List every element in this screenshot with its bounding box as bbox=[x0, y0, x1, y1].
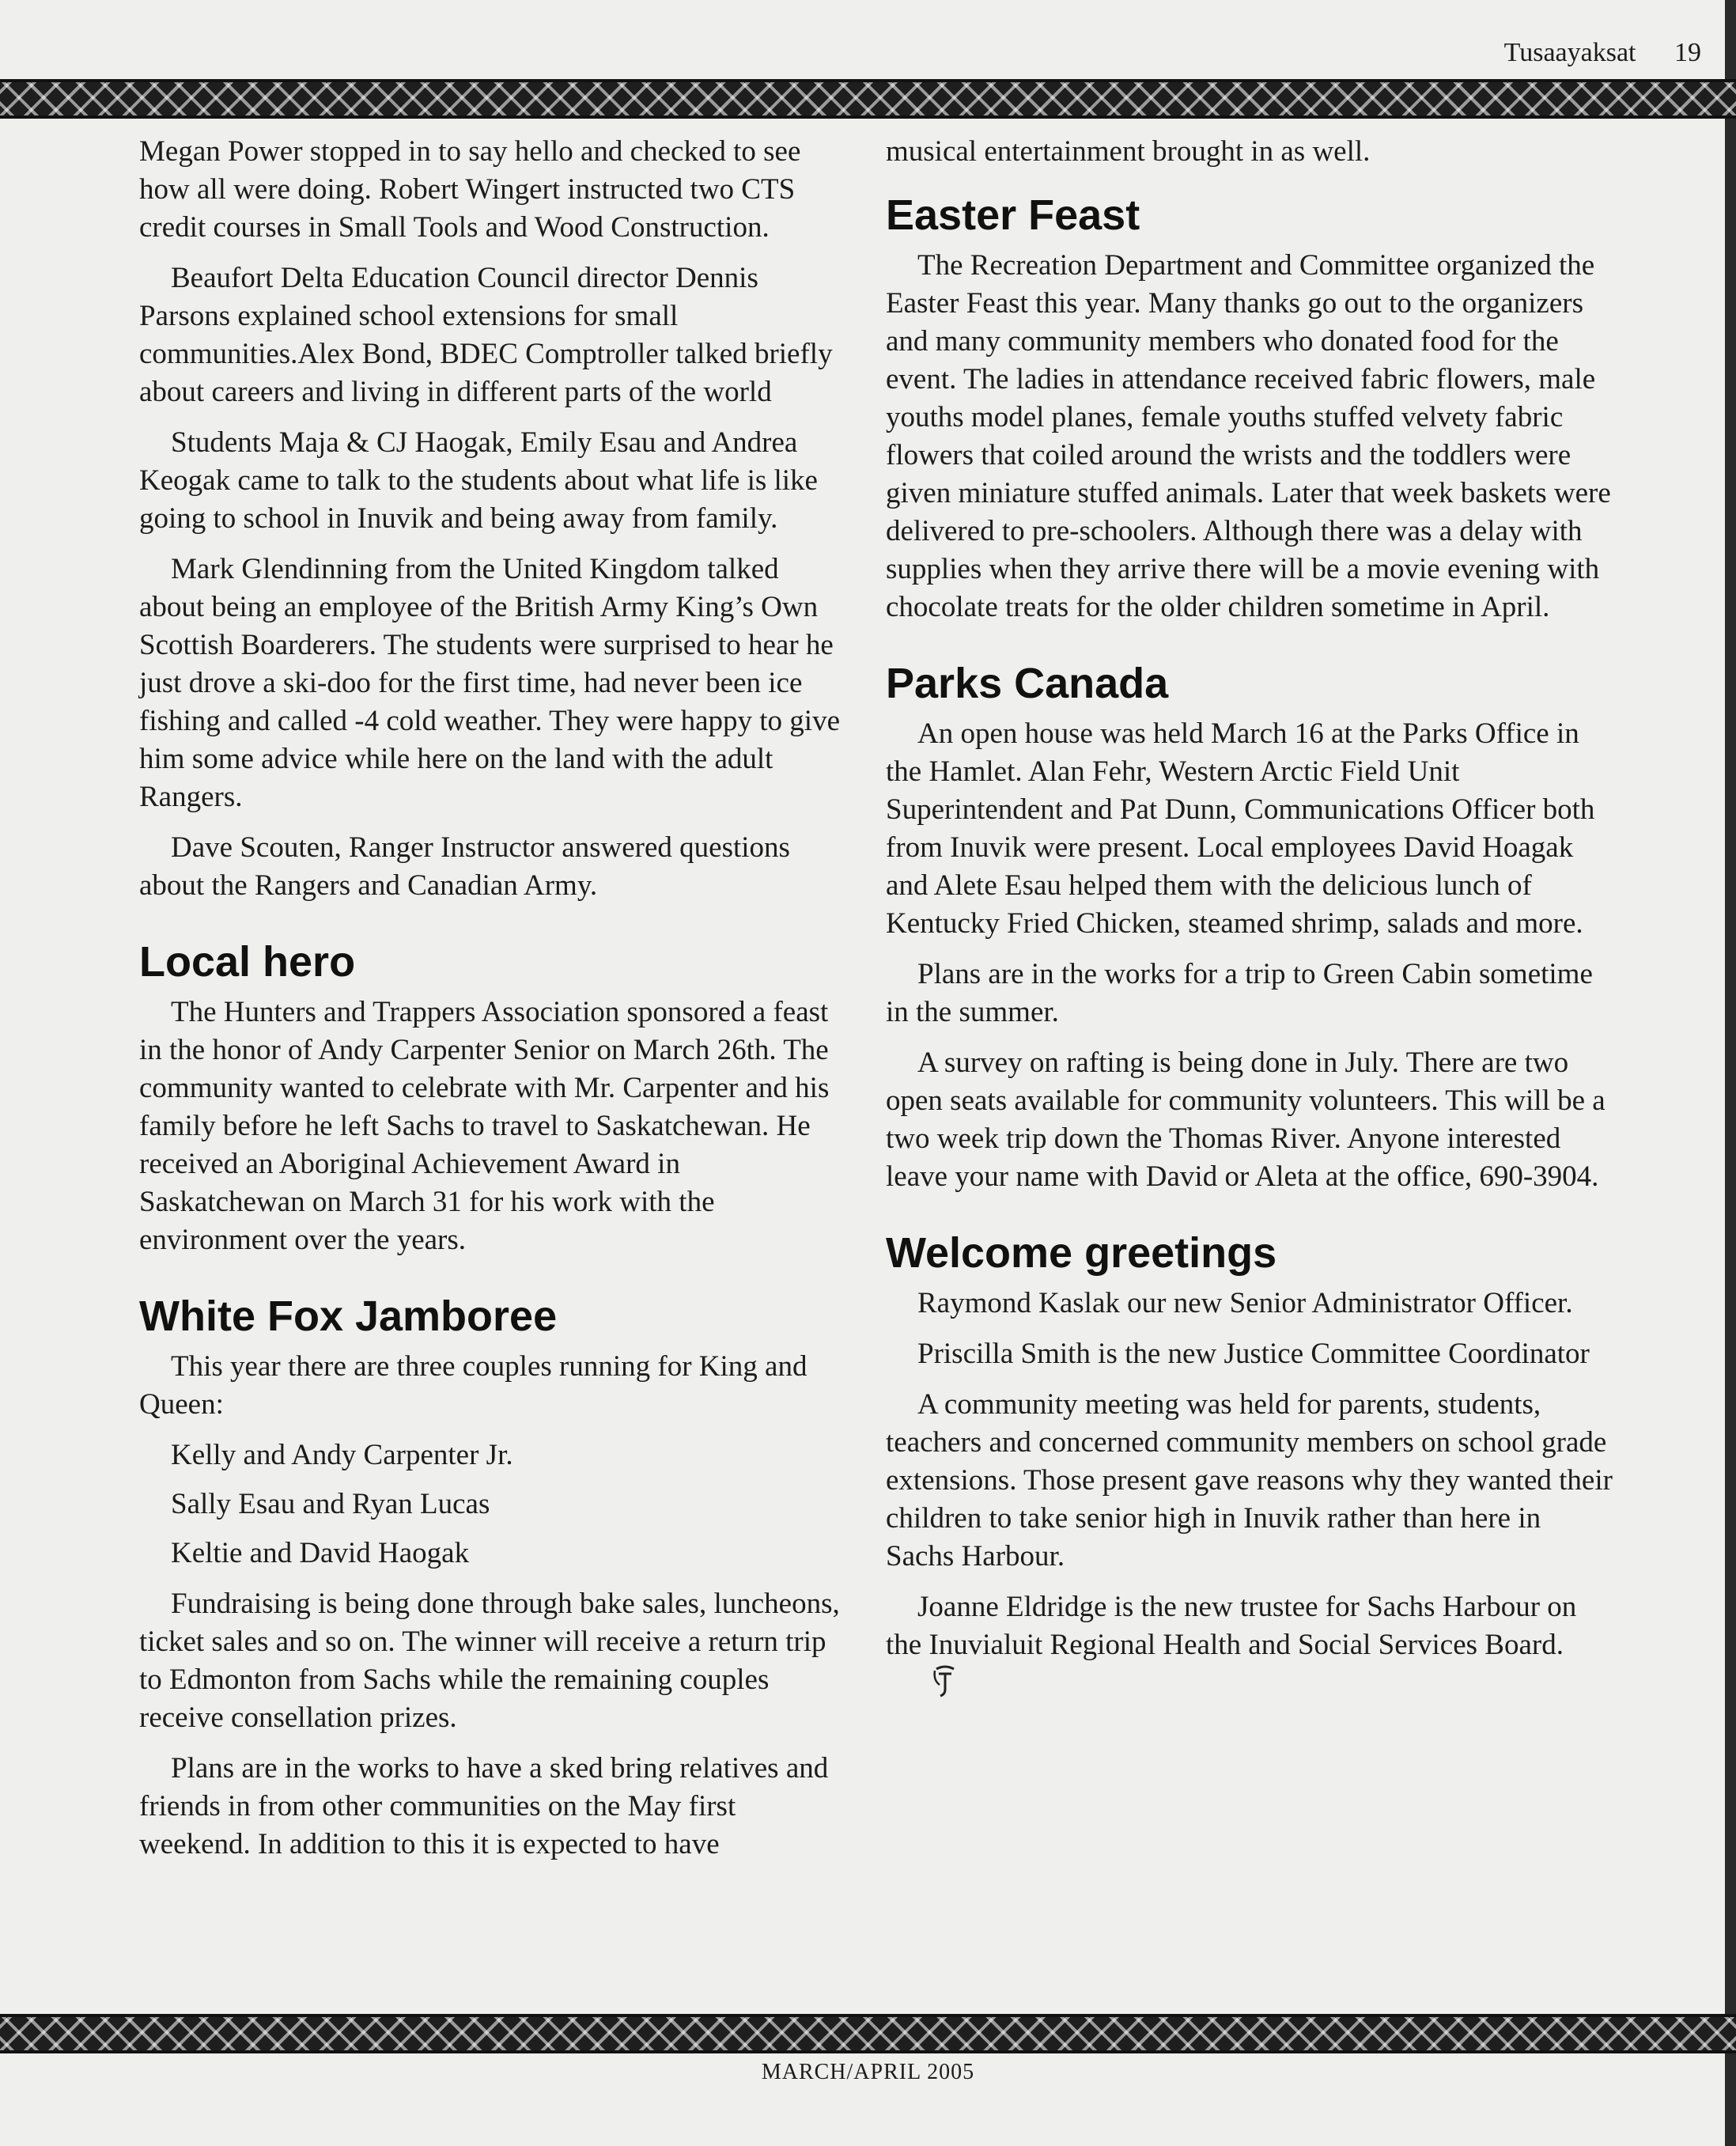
paragraph: A community meeting was held for parents, students, teachers and concerned community members on school grade extensions. Those present gave reasons why they wanted their children to take senior high in Inuvik rather than here in Sachs Harbour. bbox=[886, 1388, 1613, 1573]
bottom-decorative-border bbox=[0, 2014, 1736, 2053]
issue-date: MARCH/APRIL 2005 bbox=[761, 2060, 975, 2084]
paragraph: Dave Scouten, Ranger Instructor answered questions about the Rangers and Canadian Army. bbox=[139, 831, 790, 902]
couples-list bbox=[139, 1436, 851, 1573]
paragraph: Beaufort Delta Education Council director Dennis Parsons explained school extensions for small communities.Alex Bond, BDEC Comptroller talked briefly about careers and living in different parts of the world bbox=[139, 262, 833, 408]
paragraph: Mark Glendinning from the United Kingdom talked about being an employee of the British Army King’s Own Scottish Boarderers. The students were surprised to hear he just drove a ski-doo for the first time, had never been ice fishing and called -4 cold weather. They were happy to give him some advice while here on the land with the adult Rangers. bbox=[139, 553, 840, 813]
paragraph: Students Maja & CJ Haogak, Emily Esau and Andrea Keogak came to talk to the students about what life is like going to school in Inuvik and being away from family. bbox=[139, 426, 818, 535]
section-heading-local-hero: Local hero bbox=[139, 938, 356, 986]
publication-name: Tusaayaksat bbox=[1503, 38, 1636, 67]
paragraph: Fundraising is being done through bake sales, luncheons, ticket sales and so on. The winner will receive a return trip to Edmonton from Sachs while the remaining couples receive consellation prizes. bbox=[139, 1588, 840, 1734]
paragraph: An open house was held March 16 at the Parks Office in the Hamlet. Alan Fehr, Western Arctic Field Unit Superintendent and Pat Dunn, Communications Officer both from Inuvik were present. Local employees David Hoagak and Alete Esau helped them with the delicious lunch of Kentucky Fried Chicken, steamed shrimp, salads and more. bbox=[886, 717, 1595, 940]
paragraph: A survey on rafting is being done in July. There are two open seats available for community volunteers. This will be a two week trip down the Thomas River. Anyone interested leave your name with David or Aleta at the office, 690-3904. bbox=[886, 1047, 1606, 1193]
paragraph: Plans are in the works to have a sked bring relatives and friends in from other communities on the May first weekend. In addition to this it is expected to have bbox=[139, 1752, 829, 1860]
paragraph: Megan Power stopped in to say hello and checked to see how all were doing. Robert Wingert instructed two CTS credit courses in Small Tools and Wood Construction. bbox=[139, 135, 801, 244]
paragraph: musical entertainment brought in as well. bbox=[886, 135, 1371, 168]
paragraph: Plans are in the works for a trip to Green Cabin sometime in the summer. bbox=[886, 958, 1593, 1028]
page-number: 19 bbox=[1674, 38, 1701, 67]
tusaayaksat-end-mark-icon bbox=[900, 1664, 959, 1709]
section-heading-welcome-greetings: Welcome greetings bbox=[886, 1229, 1277, 1277]
page-footer bbox=[0, 2060, 1736, 2085]
top-decorative-border bbox=[0, 79, 1736, 119]
right-column bbox=[886, 133, 1613, 1722]
left-column bbox=[139, 133, 851, 1876]
section-heading-white-fox-jamboree: White Fox Jamboree bbox=[139, 1293, 558, 1340]
paragraph: Priscilla Smith is the new Justice Committee Coordinator bbox=[917, 1338, 1590, 1370]
paragraph-final bbox=[886, 1588, 1613, 1709]
list-item: Kelly and Andy Carpenter Jr. bbox=[171, 1439, 513, 1471]
paragraph: Raymond Kaslak our new Senior Administrator Officer. bbox=[917, 1287, 1573, 1319]
page-edge-shadow bbox=[1725, 0, 1736, 2146]
section-heading-parks-canada: Parks Canada bbox=[886, 660, 1169, 707]
paragraph: The Hunters and Trappers Association sponsored a feast in the honor of Andy Carpenter Senior on March 26th. The community wanted to celebrate with Mr. Carpenter and his family before he left Sachs to travel to Saskatchewan. He received an Aboriginal Achievement Award in Saskatchewan on March 31 for his work with the environment over the years. bbox=[139, 996, 830, 1256]
section-heading-easter-feast: Easter Feast bbox=[886, 191, 1140, 239]
final-paragraph-text: Joanne Eldridge is the new trustee for Sachs Harbour on the Inuvialuit Regional Health and Social Services Board. bbox=[886, 1591, 1577, 1661]
list-item: Sally Esau and Ryan Lucas bbox=[171, 1488, 490, 1520]
list-item: Keltie and David Haogak bbox=[171, 1537, 470, 1569]
paragraph: This year there are three couples running for King and Queen: bbox=[139, 1350, 807, 1421]
paragraph: The Recreation Department and Committee organized the Easter Feast this year. Many thanks go out to the organizers and many community members who donated food for the event. The ladies in attendance received fabric flowers, male youths model planes, female youths stuffed velvety fabric flowers that coiled around the wrists and the toddlers were given miniature stuffed animals. Later that week baskets were delivered to pre-schoolers. Although there was a delay with supplies when they arrive there will be a movie evening with chocolate treats for the older children sometime in April. bbox=[886, 249, 1611, 623]
page-header bbox=[1504, 38, 1701, 68]
